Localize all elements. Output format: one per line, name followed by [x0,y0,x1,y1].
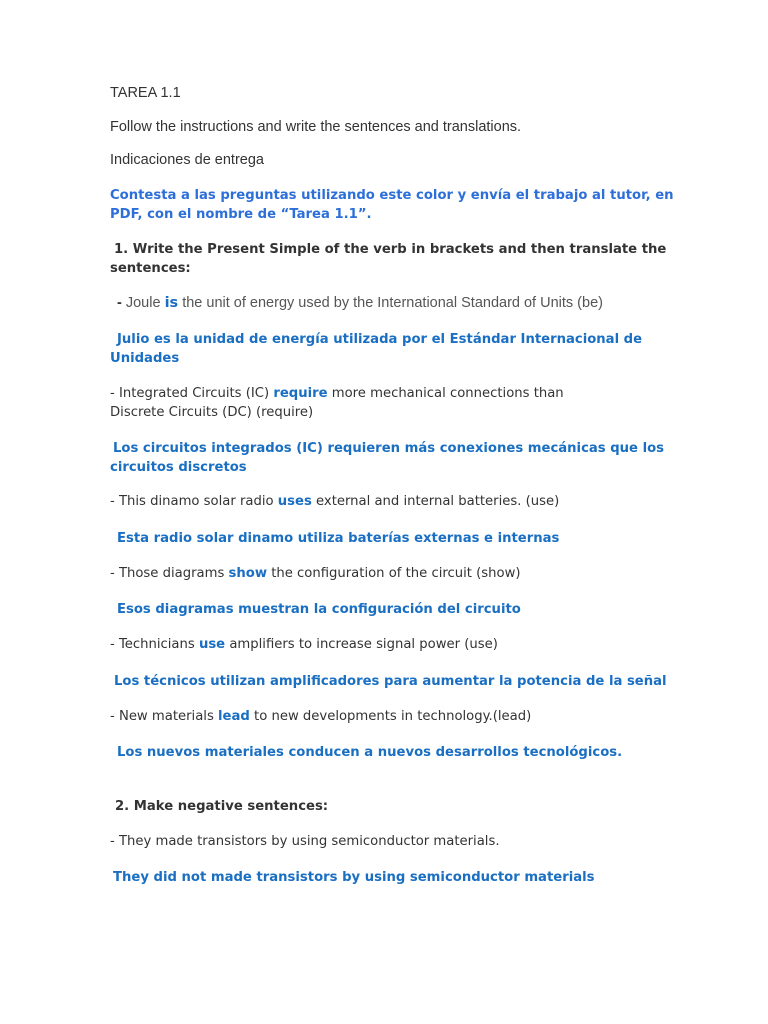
answer-verb: lead [218,709,250,724]
exercise-sentence [110,564,521,583]
sentence-end: more mechanical connections than [331,386,564,401]
translation: Esos diagramas muestran la configuración del circuito [117,602,521,617]
translation-line1: Los circuitos integrados (IC) requieren más conexiones mecánicas que los [113,441,665,456]
sentence-prefix: - [117,295,126,311]
answer-verb: uses [277,494,312,509]
answer-verb: is [164,295,179,311]
sentence-end: amplifiers to increase signal power (use) [229,637,498,652]
translation-line2: circuitos discretos [110,460,247,475]
answer-verb: use [198,637,226,652]
section2-heading: 2. Make negative sentences: [115,799,329,814]
sentence-continuation: Discrete Circuits (DC) (require) [110,405,314,420]
delivery-text-line2: PDF, con el nombre de “Tarea 1.1”. [110,207,372,222]
sentence-start: Joule [125,295,161,311]
section1-heading-line1: 1. Write the Present Simple of the verb in brackets and then translate the [114,242,667,257]
exercise-sentence [117,294,603,313]
answer-verb: require [273,386,328,401]
sentence-start: - This dinamo solar radio [110,494,274,509]
delivery-text-line1: Contesta a las preguntas utilizando este color y envía el trabajo al tutor, en [110,188,674,203]
exercise-sentence: - They made transistors by using semiconductor materials. [110,834,500,849]
sentence-end: to new developments in technology.(lead) [254,709,532,724]
sentence-end: external and internal batteries. (use) [316,494,560,509]
intro-text: Follow the instructions and write the sentences and translations. [110,119,522,135]
translation: Los técnicos utilizan amplificadores para aumentar la potencia de la señal [114,674,667,689]
translation: Los nuevos materiales conducen a nuevos desarrollos tecnológicos. [117,745,623,760]
delivery-heading: Indicaciones de entrega [110,152,264,168]
exercise-sentence [110,492,559,511]
translation-line1: Julio es la unidad de energía utilizada por el Estándar Internacional de [117,332,643,347]
sentence-end: the configuration of the circuit (show) [271,566,521,581]
exercise-sentence [110,707,531,726]
exercise-sentence [110,635,498,654]
answer-verb: show [228,566,268,581]
translation-line2: Unidades [110,351,180,366]
answer-sentence: They did not made transistors by using semiconductor materials [113,870,595,885]
sentence-start: - Those diagrams [110,566,225,581]
section1-heading-line2: sentences: [110,261,191,276]
sentence-start: - Technicians [110,637,195,652]
sentence-start: - New materials [110,709,214,724]
exercise-sentence [110,384,564,403]
sentence-end: the unit of energy used by the International Standard of Units (be) [182,295,603,311]
translation: Esta radio solar dinamo utiliza baterías externas e internas [117,531,560,546]
document-title: TAREA 1.1 [110,85,181,101]
sentence-start: - Integrated Circuits (IC) [110,386,270,401]
